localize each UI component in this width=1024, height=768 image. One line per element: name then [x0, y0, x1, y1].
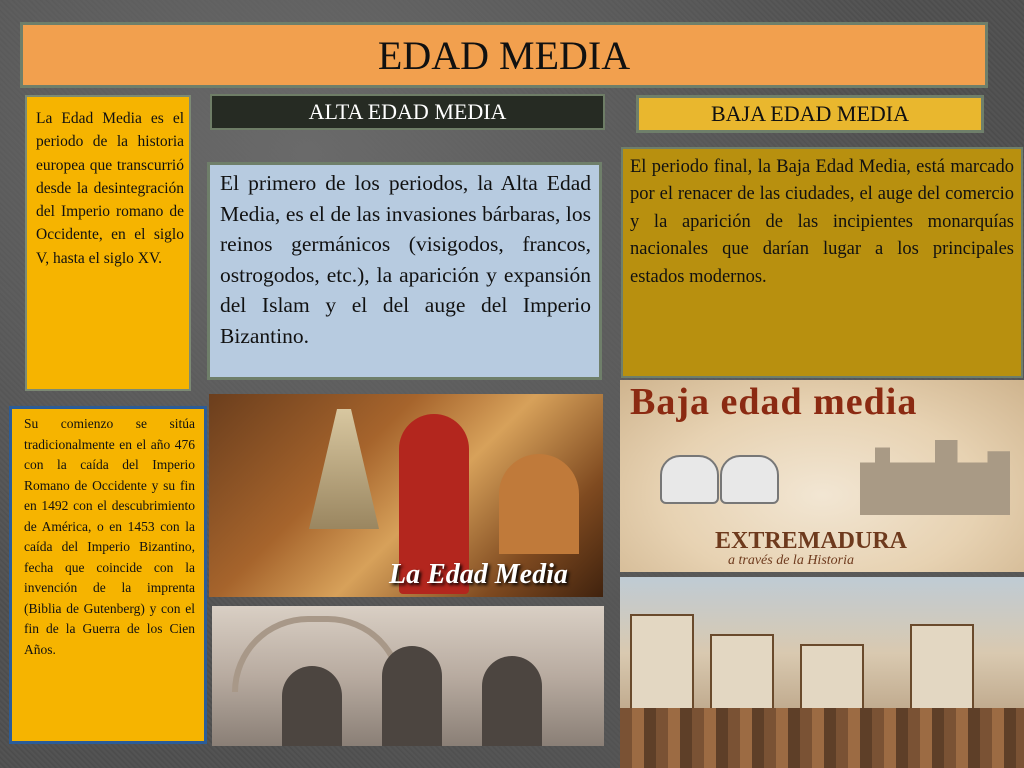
alta-edad-media-heading: ALTA EDAD MEDIA	[210, 94, 605, 130]
soldier-shape	[382, 646, 442, 746]
banner-title: Baja edad media	[630, 381, 918, 423]
alta-edad-media-text: El primero de los periodos, la Alta Edad Media, es el de las invasiones bárbaras, los reinos germánicos (visigodos, francos, ostrogodos, etc.), la aparición y expansión del Islam y el del auge del Imperio Bizantino.	[207, 162, 602, 380]
baja-edad-media-heading: BAJA EDAD MEDIA	[636, 95, 984, 133]
baja-edad-media-banner-image	[620, 380, 1024, 572]
soldier-shape	[282, 666, 342, 746]
soldier-shape	[482, 656, 542, 746]
page-title: EDAD MEDIA	[20, 22, 988, 88]
castle-shape	[860, 440, 1010, 515]
knight-shape	[720, 455, 779, 504]
dante-image	[209, 394, 603, 597]
baja-edad-media-text: El periodo final, la Baja Edad Media, está marcado por el renacer de las ciudades, el auge del comercio y la aparición de las incipientes monarquías nacionales que darían lugar a los principales estados modernos.	[621, 147, 1023, 378]
comienzo-text-box: Su comienzo se sitúa tradicionalmente en el año 476 con la caída del Imperio Romano de Occidente y su fin en 1492 con el descubrimiento de América, o en 1453 con la caída del Imperio Bizantino, fecha que coincide con la invención de la imprenta (Biblia de Gutenberg) y con el fin de la Guerra de los Cien Años.	[9, 406, 207, 744]
battle-image	[212, 606, 604, 746]
tower-shape	[309, 409, 379, 529]
banner-subtitle: EXTREMADURA	[715, 528, 907, 554]
intro-text-box: La Edad Media es el periodo de la historia europea que transcurrió desde la desintegración del Imperio romano de Occidente, en el siglo V, hasta el siglo XV.	[25, 95, 191, 391]
dante-image-caption: La Edad Media	[389, 559, 568, 590]
banner-subtitle-2: a través de la Historia	[728, 553, 854, 568]
medieval-town-image	[620, 577, 1024, 768]
dome-shape	[499, 454, 579, 554]
knight-shape	[660, 455, 719, 504]
crowd-shape	[620, 708, 1024, 768]
